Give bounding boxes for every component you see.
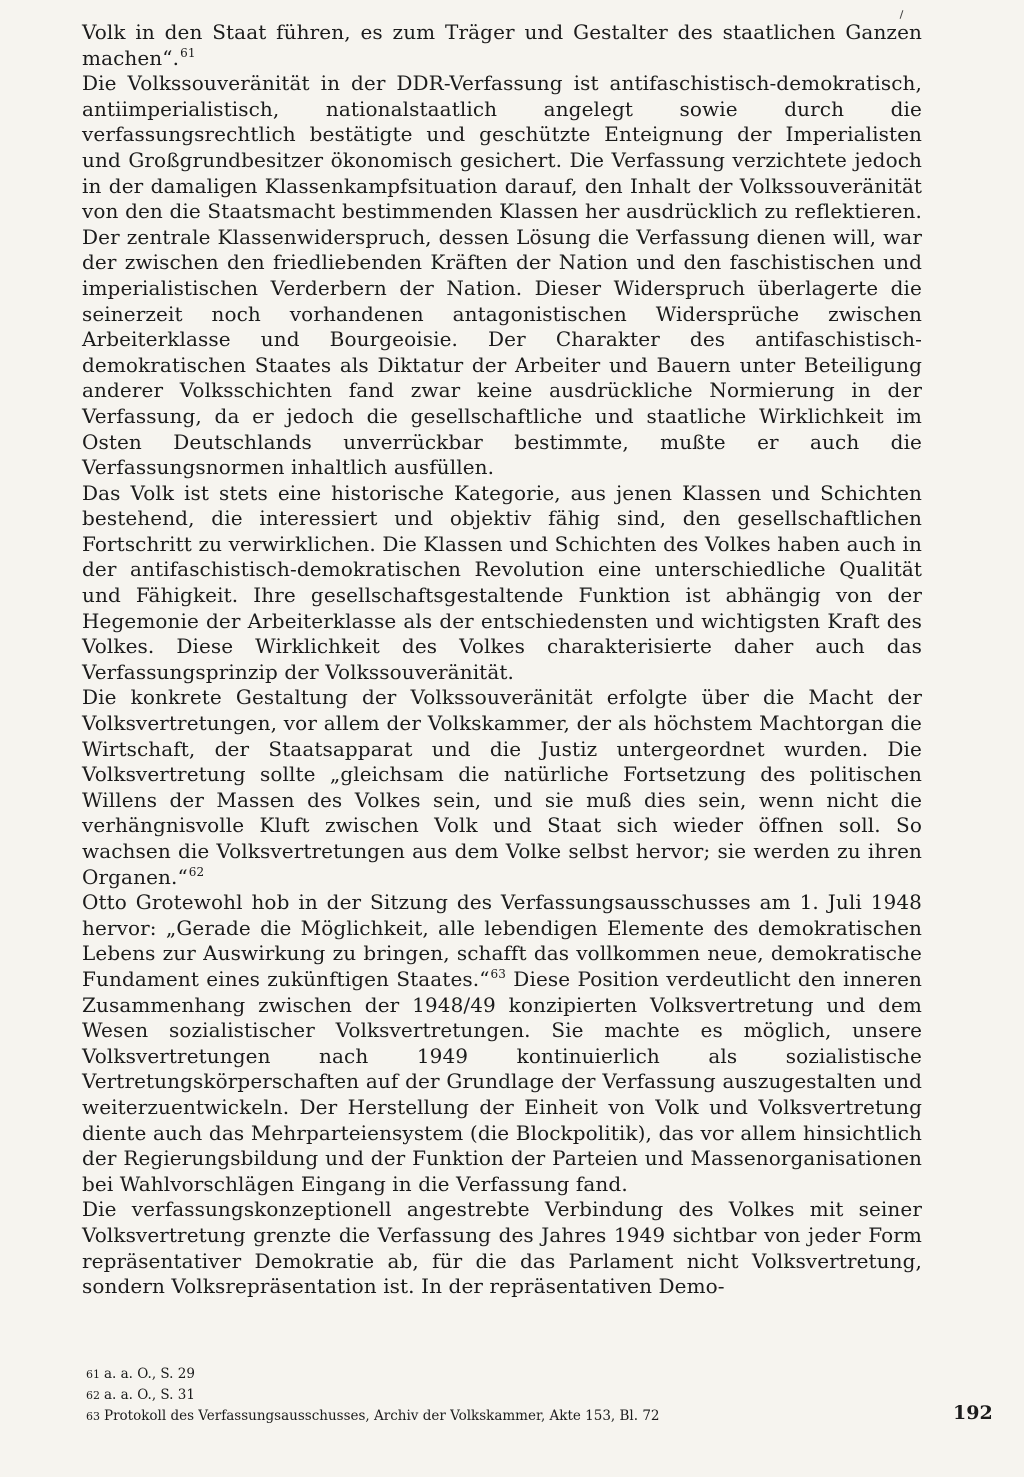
margin-mark: [900, 10, 904, 19]
main-text: [82, 20, 922, 1300]
footnote-63: 63 Protokoll des Verfassungsausschusses, Archiv der Volkskammer, Akte 153, Bl. 72: [86, 1408, 660, 1424]
footnote-ref-63[interactable]: 63: [490, 967, 507, 982]
paragraph-3: Das Volk ist stets eine historische Kategorie, aus jenen Klassen und Schichten bestehend, die interessiert und objektiv fähig sind, den gesellschaftlichen Fortschritt zu verwirklichen. Die Klassen und Schichten des Volkes haben auch in der antifaschistisch-demokratischen Revolution eine unterschiedliche Qualität und Fähigkeit. Ihre gesellschaftsgestaltende Funktion ist abhängig von der Hegemonie der Arbeiterklasse als der entschiedensten und wichtigsten Kraft des Volkes. Diese Wirklichkeit des Volkes charakterisierte daher auch das Verfassungsprinzip der Volkssouveränität.: [82, 480, 922, 684]
paragraph-4: Die konkrete Gestaltung der Volkssouveränität erfolgte über die Macht der Volksvertretungen, vor allem der Volkskammer, der als höchstem Machtorgan die Wirtschaft, der Staatsapparat und die Justiz untergeordnet wurden. Die Volksvertretung sollte „gleichsam die natürliche Fortsetzung des politischen Willens der Massen des Volkes sein, und sie muß dies sein, wenn nicht die verhängnisvolle Kluft zwischen Volk und Staat sich wieder öffnen soll. So wachsen die Volksvertretungen aus dem Volke selbst hervor; sie werden zu ihren Organen.“$^{62}$: [82, 685, 922, 889]
footnote-ref-61[interactable]: 61: [180, 45, 196, 60]
footnotes: [86, 1364, 926, 1427]
footnote-62: 62 a. a. O., S. 31: [86, 1387, 195, 1403]
paragraph-1: Volk in den Staat führen, es zum Träger und Gestalter des staatlichen Ganzen machen“.$^{61}$: [82, 20, 922, 70]
paragraph-5: Otto Grotewohl hob in der Sitzung des Verfassungsausschusses am 1. Juli 1948 hervor: „Gerade die Möglichkeit, alle lebendigen Elemente des demokratischen Lebens zur Auswirkung zu bringen, schafft das vollkommen neue, demokratische Fundament eines zukünftigen Staates.“$^{63}$ Diese Position verdeutlicht den inneren Zusammenhang zwischen der 1948/49 konzipierten Volksvertretung und dem Wesen sozialistischer Volksvertretungen. Sie machte es möglich, unsere Volksvertretungen nach 1949 kontinuierlich als sozialistische Vertretungskörperschaften auf der Grundlage der Verfassung auszugestalten und weiterzuentwickeln. Der Herstellung der Einheit von Volk und Volksvertretung diente auch das Mehrparteiensystem (die Blockpolitik), das vor allem hinsichtlich der Regierungsbildung und der Funktion der Parteien und Massenorganisationen bei Wahlvorschlägen Eingang in die Verfassung fand.: [82, 890, 922, 1196]
page-number: 192: [953, 1402, 993, 1424]
footnote-61: 61 a. a. O., S. 29: [86, 1366, 195, 1382]
footnote-ref-62[interactable]: 62: [188, 864, 205, 879]
paragraph-2: Die Volkssouveränität in der DDR-Verfassung ist antifaschistisch-demokratisch, antiimperialistisch, nationalstaatlich angelegt sowie durch die verfassungsrechtlich bestätigte und geschützte Enteignung der Imperialisten und Großgrundbesitzer ökonomisch gesichert. Die Verfassung verzichtete jedoch in der damaligen Klassenkampfsituation darauf, den Inhalt der Volkssouveränität von den die Staatsmacht bestimmenden Klassen her ausdrücklich zu reflektieren. Der zentrale Klassenwiderspruch, dessen Lösung die Verfassung dienen will, war der zwischen den friedliebenden Kräften der Nation und den faschistischen und imperialistischen Verderbern der Nation. Dieser Widerspruch überlagerte die seinerzeit noch vorhandenen antagonistischen Widersprüche zwischen Arbeiterklasse und Bourgeoisie. Der Charakter des antifaschistisch-demokratischen Staates als Diktatur der Arbeiter und Bauern unter Beteiligung anderer Volksschichten fand zwar keine ausdrückliche Normierung in der Verfassung, da er jedoch die gesellschaftliche und staatliche Wirklichkeit im Osten Deutschlands unverrückbar bestimmte, mußte er auch die Verfassungsnormen inhaltlich ausfüllen.: [82, 71, 922, 480]
paragraph-6: Die verfassungskonzeptionell angestrebte Verbindung des Volkes mit seiner Volksvertretung grenzte die Verfassung des Jahres 1949 sichtbar von jeder Form repräsentativer Demokratie ab, für die das Parlament nicht Volksvertretung, sondern Volksrepräsentation ist. In der repräsentativen Demo-: [82, 1197, 922, 1299]
